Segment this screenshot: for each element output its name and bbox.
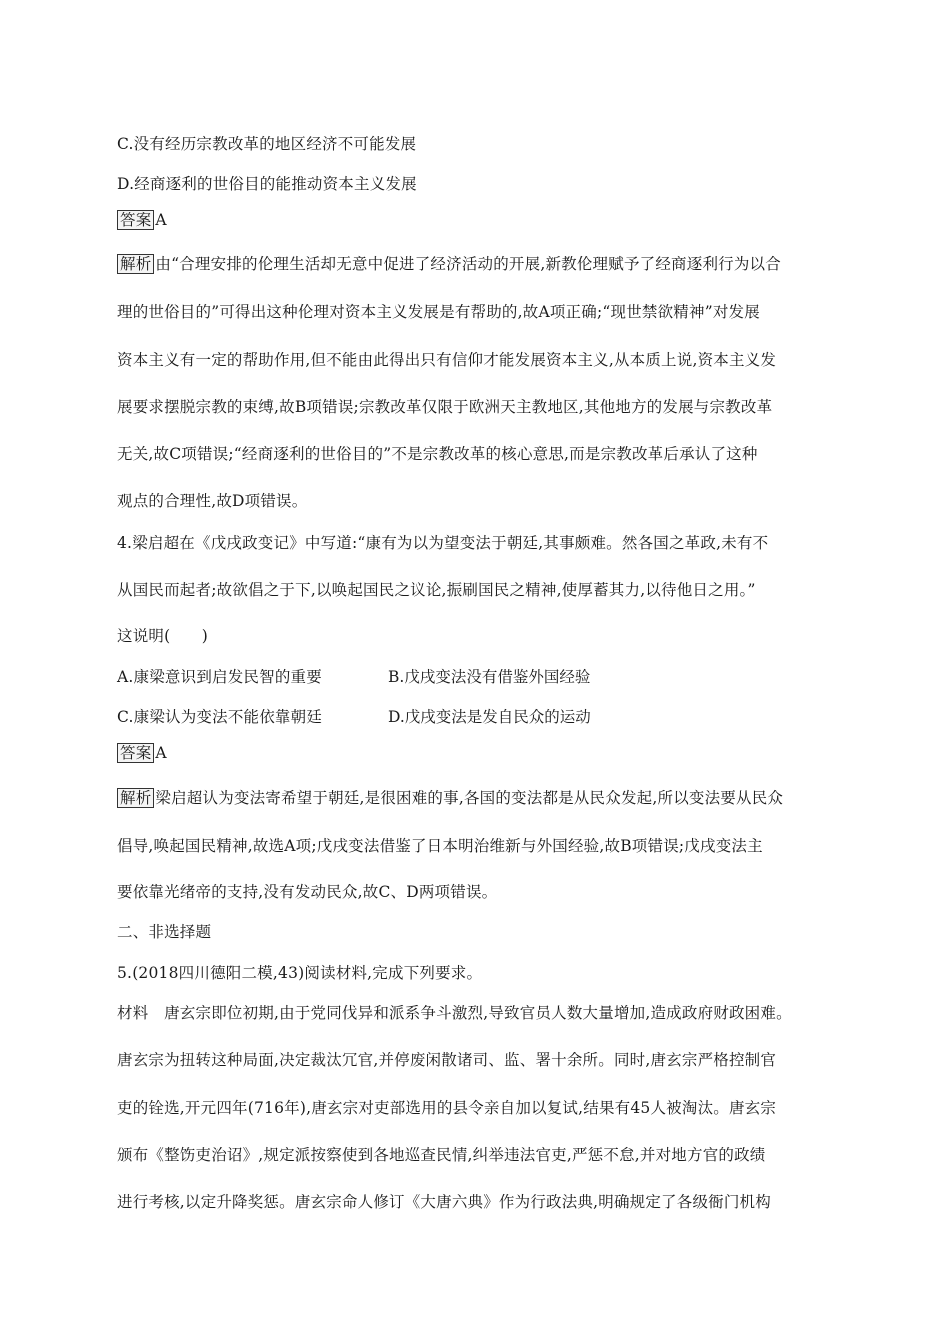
q5-material-line-2: 唐玄宗为扭转这种局面,决定裁汰冗官,并停废闲散诸司、监、署十余所。同时,唐玄宗严格控制官 [117, 1051, 777, 1069]
q3-answer-value: A [155, 211, 167, 229]
q5-material-line-4: 颁布《整饬吏治诏》,规定派按察使到各地巡查民情,纠举违法官吏,严惩不怠,并对地方官的政绩 [117, 1146, 766, 1164]
q4-answer-value: A [155, 744, 167, 762]
q4-options-row-2 [117, 705, 322, 727]
q4-analysis-text: 梁启超认为变法寄希望于朝廷,是很困难的事,各国的变法都是从民众发起,所以变法要从民众 [155, 789, 784, 807]
q3-analysis-text: 由“合理安排的伦理生活却无意中促进了经济活动的开展,新教伦理赋予了经商逐利行为以合 [155, 255, 781, 273]
q5-material-line-5: 进行考核,以定升降奖惩。唐玄宗命人修订《大唐六典》作为行政法典,明确规定了各级衙门机构 [117, 1193, 771, 1211]
analysis-tag: 解析 [117, 788, 154, 808]
q4-option-b: B.戊戌变法没有借鉴外国经验 [388, 668, 591, 686]
answer-tag: 答案 [117, 210, 154, 230]
q4-answer [117, 743, 167, 763]
q3-option-c: C.没有经历宗教改革的地区经济不可能发展 [117, 135, 417, 153]
q3-analysis-line-5: 无关,故C项错误;“经商逐利的世俗目的”不是宗教改革的核心意思,而是宗教改革后承认了这种 [117, 445, 758, 463]
q4-analysis-line-1 [117, 786, 783, 808]
q4-stem-line-3: 这说明( ) [117, 627, 208, 645]
q4-option-d: D.戊戌变法是发自民众的运动 [388, 708, 591, 726]
q3-analysis-line-6: 观点的合理性,故D项错误。 [117, 492, 308, 510]
analysis-tag: 解析 [117, 254, 154, 274]
q4-stem-line-2: 从国民而起者;故欲倡之于下,以唤起国民之议论,振刷国民之精神,使厚蓄其力,以待他日之用。” [117, 581, 756, 599]
q5-material-line-3: 吏的铨选,开元四年(716年),唐玄宗对吏部选用的县令亲自加以复试,结果有45人被淘汰。唐玄宗 [117, 1099, 777, 1117]
q3-answer [117, 210, 167, 230]
q4-stem-line-1: 4.梁启超在《戊戌政变记》中写道:“康有为以为望变法于朝廷,其事颇难。然各国之革政,未有不 [117, 534, 769, 552]
q4-option-a: A.康梁意识到启发民智的重要 [117, 668, 322, 686]
section-heading: 二、非选择题 [117, 923, 212, 941]
q3-analysis-line-3: 资本主义有一定的帮助作用,但不能由此得出只有信仰才能发展资本主义,从本质上说,资本主义发 [117, 351, 777, 369]
q3-option-d: D.经商逐利的世俗目的能推动资本主义发展 [117, 175, 417, 193]
q5-stem: 5.(2018四川德阳二模,43)阅读材料,完成下列要求。 [117, 964, 483, 982]
q4-analysis-line-2: 倡导,唤起国民精神,故选A项;戊戌变法借鉴了日本明治维新与外国经验,故B项错误;戊戌变法主 [117, 837, 763, 855]
q4-analysis-line-3: 要依靠光绪帝的支持,没有发动民众,故C、D两项错误。 [117, 883, 498, 901]
answer-tag: 答案 [117, 743, 154, 763]
q3-analysis-line-1 [117, 252, 781, 274]
q4-options-row-1 [117, 665, 322, 687]
q3-analysis-line-2: 理的世俗目的”可得出这种伦理对资本主义发展是有帮助的,故A项正确;“现世禁欲精神”对发展 [117, 303, 760, 321]
q5-material-line-1: 材料 唐玄宗即位初期,由于党同伐异和派系争斗激烈,导致官员人数大量增加,造成政府财政困难。 [117, 1004, 792, 1022]
q3-analysis-line-4: 展要求摆脱宗教的束缚,故B项错误;宗教改革仅限于欧洲天主教地区,其他地方的发展与宗教改革 [117, 398, 773, 416]
q4-option-c: C.康梁认为变法不能依靠朝廷 [117, 708, 323, 726]
